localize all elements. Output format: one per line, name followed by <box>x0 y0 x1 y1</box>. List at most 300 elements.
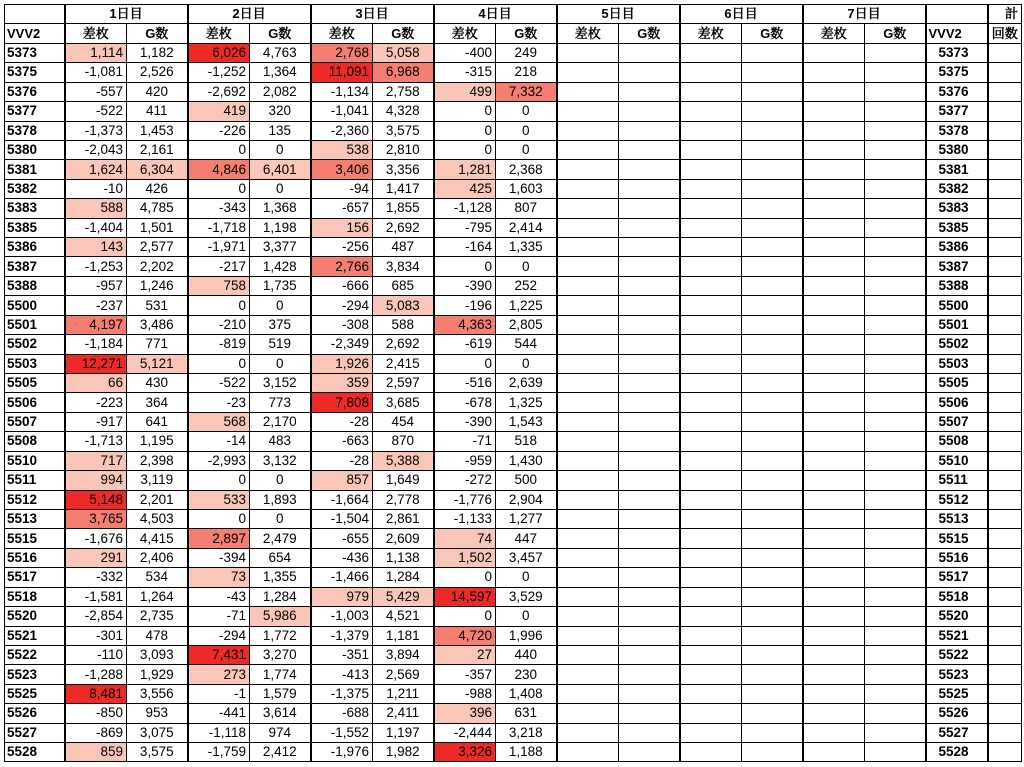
table-row <box>5 743 1022 762</box>
games-cell <box>865 393 926 412</box>
games-cell: 0 <box>496 607 557 626</box>
diff-cell <box>557 315 619 334</box>
games-cell <box>865 218 926 237</box>
diff-cell <box>557 257 619 276</box>
diff-cell: -237 <box>65 296 127 315</box>
games-cell: 320 <box>250 102 311 121</box>
machine-id-cell-right: 5506 <box>926 393 988 412</box>
diff-cell: -1,041 <box>311 102 373 121</box>
diff-cell <box>680 315 742 334</box>
games-cell: 2,368 <box>496 160 557 179</box>
games-cell <box>619 257 680 276</box>
diff-cell <box>557 296 619 315</box>
games-cell: 2,201 <box>127 490 188 509</box>
diff-cell: 2,897 <box>188 529 250 548</box>
diff-cell: -210 <box>188 315 250 334</box>
games-cell <box>742 607 803 626</box>
machine-id-cell-right: 5502 <box>926 335 988 354</box>
diff-cell <box>680 607 742 626</box>
diff-cell: 499 <box>434 82 496 101</box>
diff-cell: 74 <box>434 529 496 548</box>
subheader-diff: 差枚 <box>680 24 742 43</box>
diff-cell <box>803 509 865 528</box>
machine-id-cell: 5511 <box>5 471 65 490</box>
count-cell <box>988 140 1022 159</box>
count-cell <box>988 568 1022 587</box>
games-cell <box>865 296 926 315</box>
table-row <box>5 335 1022 354</box>
games-cell: 2,609 <box>373 529 434 548</box>
machine-id-cell-right: 5381 <box>926 160 988 179</box>
games-cell: 685 <box>373 276 434 295</box>
games-cell <box>619 374 680 393</box>
games-cell <box>619 548 680 567</box>
machine-id-cell: 5381 <box>5 160 65 179</box>
games-cell: 1,264 <box>127 587 188 606</box>
diff-cell <box>803 471 865 490</box>
machine-id-cell-right: 5500 <box>926 296 988 315</box>
diff-cell: 0 <box>434 140 496 159</box>
games-cell <box>865 43 926 62</box>
diff-cell <box>557 43 619 62</box>
games-cell: 1,408 <box>496 684 557 703</box>
games-cell: 1,579 <box>250 684 311 703</box>
table-row <box>5 160 1022 179</box>
diff-cell <box>803 160 865 179</box>
diff-cell <box>680 257 742 276</box>
diff-cell: -655 <box>311 529 373 548</box>
diff-cell: -663 <box>311 432 373 451</box>
diff-cell: -678 <box>434 393 496 412</box>
diff-cell <box>557 63 619 82</box>
machine-id-cell-right: 5510 <box>926 451 988 470</box>
table-row <box>5 102 1022 121</box>
games-cell: 2,412 <box>250 743 311 762</box>
games-cell: 3,614 <box>250 704 311 723</box>
diff-cell: -343 <box>188 199 250 218</box>
games-cell: 2,406 <box>127 548 188 567</box>
games-cell: 1,543 <box>496 412 557 431</box>
games-cell <box>742 509 803 528</box>
subheader-games: G数 <box>373 24 434 43</box>
diff-cell: -2,993 <box>188 451 250 470</box>
count-cell <box>988 82 1022 101</box>
games-cell: 2,415 <box>373 354 434 373</box>
diff-cell: 538 <box>311 140 373 159</box>
machine-id-cell: 5383 <box>5 199 65 218</box>
machine-id-cell: 5376 <box>5 82 65 101</box>
day-header-7: 7日目 <box>803 5 926 24</box>
machine-id-cell-right: 5386 <box>926 238 988 257</box>
diff-cell <box>557 82 619 101</box>
diff-cell <box>557 160 619 179</box>
games-cell: 1,453 <box>127 121 188 140</box>
diff-cell: -94 <box>311 179 373 198</box>
games-cell <box>742 257 803 276</box>
machine-id-cell: 5500 <box>5 296 65 315</box>
machine-id-cell: 5522 <box>5 645 65 664</box>
diff-cell <box>803 63 865 82</box>
diff-cell: -619 <box>434 335 496 354</box>
games-cell <box>742 160 803 179</box>
table-row <box>5 199 1022 218</box>
diff-cell <box>557 665 619 684</box>
diff-cell: -390 <box>434 276 496 295</box>
diff-cell <box>803 276 865 295</box>
diff-cell: -390 <box>434 412 496 431</box>
diff-cell: 6,026 <box>188 43 250 62</box>
diff-cell <box>680 374 742 393</box>
count-cell <box>988 354 1022 373</box>
diff-cell <box>803 587 865 606</box>
table-row <box>5 509 1022 528</box>
games-cell: 3,529 <box>496 587 557 606</box>
machine-id-cell-right: 5505 <box>926 374 988 393</box>
diff-cell: -522 <box>65 102 127 121</box>
games-cell: 2,735 <box>127 607 188 626</box>
diff-cell <box>557 238 619 257</box>
machine-id-cell-right: 5516 <box>926 548 988 567</box>
games-cell: 1,335 <box>496 238 557 257</box>
games-cell: 3,457 <box>496 548 557 567</box>
table-row <box>5 665 1022 684</box>
games-cell <box>619 296 680 315</box>
games-cell: 2,202 <box>127 257 188 276</box>
count-cell <box>988 626 1022 645</box>
games-cell: 1,649 <box>373 471 434 490</box>
table-row <box>5 587 1022 606</box>
machine-id-cell: 5382 <box>5 179 65 198</box>
count-cell <box>988 509 1022 528</box>
machine-id-cell-right: 5525 <box>926 684 988 703</box>
machine-id-cell-right: 5522 <box>926 645 988 664</box>
right-corner-cell <box>926 5 988 24</box>
games-cell: 230 <box>496 665 557 684</box>
diff-cell: -308 <box>311 315 373 334</box>
id-column-header: VVV2 <box>5 24 65 43</box>
count-cell <box>988 684 1022 703</box>
games-cell: 1,246 <box>127 276 188 295</box>
diff-cell: 568 <box>188 412 250 431</box>
machine-id-cell: 5507 <box>5 412 65 431</box>
games-cell: 534 <box>127 568 188 587</box>
games-cell: 870 <box>373 432 434 451</box>
games-cell <box>742 374 803 393</box>
diff-cell: -1,253 <box>65 257 127 276</box>
diff-cell: -2,349 <box>311 335 373 354</box>
games-cell: 2,414 <box>496 218 557 237</box>
diff-cell <box>557 529 619 548</box>
diff-cell: 0 <box>434 121 496 140</box>
count-cell <box>988 529 1022 548</box>
machine-id-cell-right: 5503 <box>926 354 988 373</box>
diff-cell: -315 <box>434 63 496 82</box>
games-cell <box>619 354 680 373</box>
machine-id-cell: 5501 <box>5 315 65 334</box>
diff-cell: -164 <box>434 238 496 257</box>
diff-cell <box>803 199 865 218</box>
games-cell: 1,181 <box>373 626 434 645</box>
games-cell: 807 <box>496 199 557 218</box>
diff-cell <box>803 374 865 393</box>
machine-id-cell: 5528 <box>5 743 65 762</box>
diff-cell <box>680 160 742 179</box>
diff-cell <box>557 490 619 509</box>
games-cell: 0 <box>496 354 557 373</box>
games-cell: 252 <box>496 276 557 295</box>
games-cell: 375 <box>250 315 311 334</box>
games-cell <box>865 238 926 257</box>
games-cell <box>619 315 680 334</box>
diff-cell: 3,765 <box>65 509 127 528</box>
diff-cell: 7,431 <box>188 645 250 664</box>
games-cell: 641 <box>127 412 188 431</box>
table-row <box>5 412 1022 431</box>
count-cell <box>988 645 1022 664</box>
table-row <box>5 296 1022 315</box>
diff-cell <box>803 432 865 451</box>
diff-cell <box>680 238 742 257</box>
diff-cell <box>680 645 742 664</box>
table-row <box>5 393 1022 412</box>
diff-cell: 857 <box>311 471 373 490</box>
games-cell: 1,929 <box>127 665 188 684</box>
diff-cell: 5,148 <box>65 490 127 509</box>
games-cell: 588 <box>373 315 434 334</box>
machine-id-cell-right: 5523 <box>926 665 988 684</box>
diff-cell: 0 <box>188 354 250 373</box>
subheader-games: G数 <box>127 24 188 43</box>
games-cell <box>619 684 680 703</box>
table-row <box>5 276 1022 295</box>
games-cell: 483 <box>250 432 311 451</box>
diff-cell: 0 <box>434 568 496 587</box>
games-cell: 953 <box>127 704 188 723</box>
games-cell <box>619 102 680 121</box>
count-cell <box>988 43 1022 62</box>
diff-cell: -1,404 <box>65 218 127 237</box>
games-cell: 1,355 <box>250 568 311 587</box>
games-cell <box>865 568 926 587</box>
count-cell <box>988 296 1022 315</box>
games-cell: 2,479 <box>250 529 311 548</box>
diff-cell <box>680 432 742 451</box>
games-cell: 3,356 <box>373 160 434 179</box>
games-cell: 5,121 <box>127 354 188 373</box>
count-cell <box>988 218 1022 237</box>
games-cell <box>742 315 803 334</box>
games-cell: 1,364 <box>250 63 311 82</box>
subheader-diff: 差枚 <box>65 24 127 43</box>
games-cell: 4,763 <box>250 43 311 62</box>
games-cell: 0 <box>250 509 311 528</box>
subheader-games: G数 <box>619 24 680 43</box>
diff-cell <box>680 704 742 723</box>
games-cell: 3,093 <box>127 645 188 664</box>
games-cell: 411 <box>127 102 188 121</box>
diff-cell: 3,326 <box>434 743 496 762</box>
games-cell <box>865 374 926 393</box>
games-cell: 5,429 <box>373 587 434 606</box>
machine-id-cell: 5521 <box>5 626 65 645</box>
diff-cell: -226 <box>188 121 250 140</box>
diff-cell <box>680 626 742 645</box>
diff-cell <box>803 393 865 412</box>
machine-id-cell-right: 5375 <box>926 63 988 82</box>
diff-cell: -957 <box>65 276 127 295</box>
games-cell <box>742 335 803 354</box>
games-cell <box>865 179 926 198</box>
slot-data-table <box>4 4 1022 762</box>
machine-id-cell: 5517 <box>5 568 65 587</box>
diff-cell: 1,502 <box>434 548 496 567</box>
games-cell: 4,328 <box>373 102 434 121</box>
diff-cell <box>803 645 865 664</box>
games-cell: 2,170 <box>250 412 311 431</box>
diff-cell <box>803 568 865 587</box>
count-cell <box>988 451 1022 470</box>
games-cell: 544 <box>496 335 557 354</box>
machine-id-cell: 5375 <box>5 63 65 82</box>
games-cell <box>742 704 803 723</box>
diff-cell <box>557 218 619 237</box>
machine-id-cell: 5526 <box>5 704 65 723</box>
games-cell <box>619 471 680 490</box>
games-cell <box>742 490 803 509</box>
diff-cell: 156 <box>311 218 373 237</box>
games-cell <box>619 509 680 528</box>
games-cell <box>865 626 926 645</box>
table-row <box>5 432 1022 451</box>
diff-cell: -23 <box>188 393 250 412</box>
games-cell <box>865 276 926 295</box>
count-cell <box>988 199 1022 218</box>
games-cell: 1,284 <box>250 587 311 606</box>
games-cell: 4,503 <box>127 509 188 528</box>
diff-cell: 396 <box>434 704 496 723</box>
diff-cell <box>803 335 865 354</box>
machine-id-cell-right: 5507 <box>926 412 988 431</box>
diff-cell: -110 <box>65 645 127 664</box>
table-row <box>5 451 1022 470</box>
games-cell: 5,986 <box>250 607 311 626</box>
diff-cell: -14 <box>188 432 250 451</box>
games-cell <box>865 490 926 509</box>
diff-cell: 0 <box>434 257 496 276</box>
games-cell: 1,138 <box>373 548 434 567</box>
games-cell <box>619 645 680 664</box>
games-cell <box>619 276 680 295</box>
games-cell <box>742 412 803 431</box>
games-cell: 974 <box>250 723 311 742</box>
count-cell <box>988 179 1022 198</box>
diff-cell: -688 <box>311 704 373 723</box>
games-cell <box>742 587 803 606</box>
diff-cell: 8,481 <box>65 684 127 703</box>
diff-cell: 11,091 <box>311 63 373 82</box>
games-cell: 420 <box>127 82 188 101</box>
diff-cell: -196 <box>434 296 496 315</box>
games-cell: 0 <box>496 257 557 276</box>
diff-cell: 1,926 <box>311 354 373 373</box>
machine-id-cell-right: 5373 <box>926 43 988 62</box>
diff-cell: -1,976 <box>311 743 373 762</box>
games-cell <box>742 43 803 62</box>
count-cell <box>988 315 1022 334</box>
right-id-column-header: VVV2 <box>926 24 988 43</box>
diff-cell: 143 <box>65 238 127 257</box>
diff-cell <box>557 471 619 490</box>
diff-cell: -1,184 <box>65 335 127 354</box>
games-cell <box>619 587 680 606</box>
diff-cell <box>803 102 865 121</box>
games-cell: 135 <box>250 121 311 140</box>
diff-cell: -522 <box>188 374 250 393</box>
machine-id-cell-right: 5518 <box>926 587 988 606</box>
games-cell: 3,270 <box>250 645 311 664</box>
machine-id-cell-right: 5501 <box>926 315 988 334</box>
diff-cell <box>680 684 742 703</box>
day-header-4: 4日目 <box>434 5 557 24</box>
games-cell <box>865 199 926 218</box>
games-cell <box>742 140 803 159</box>
diff-cell: -294 <box>311 296 373 315</box>
games-cell <box>619 704 680 723</box>
diff-cell: 0 <box>434 607 496 626</box>
diff-cell <box>803 684 865 703</box>
games-cell: 0 <box>250 140 311 159</box>
games-cell: 0 <box>496 121 557 140</box>
machine-id-cell-right: 5527 <box>926 723 988 742</box>
diff-cell: 7,808 <box>311 393 373 412</box>
diff-cell: 1,624 <box>65 160 127 179</box>
diff-cell <box>557 374 619 393</box>
games-cell <box>619 568 680 587</box>
diff-cell <box>803 665 865 684</box>
games-cell: 1,197 <box>373 723 434 742</box>
diff-cell: -1,713 <box>65 432 127 451</box>
diff-cell: -2,444 <box>434 723 496 742</box>
games-cell: 631 <box>496 704 557 723</box>
count-cell <box>988 490 1022 509</box>
diff-cell: 0 <box>188 296 250 315</box>
diff-cell: -1,581 <box>65 587 127 606</box>
count-cell <box>988 723 1022 742</box>
diff-cell <box>803 315 865 334</box>
diff-cell: -1,252 <box>188 63 250 82</box>
games-cell <box>619 607 680 626</box>
diff-cell: -2,360 <box>311 121 373 140</box>
machine-id-cell: 5373 <box>5 43 65 62</box>
games-cell <box>865 645 926 664</box>
count-cell <box>988 412 1022 431</box>
table-row <box>5 43 1022 62</box>
count-cell <box>988 335 1022 354</box>
count-header: 回数 <box>988 24 1022 43</box>
games-cell: 1,996 <box>496 626 557 645</box>
machine-id-cell: 5385 <box>5 218 65 237</box>
machine-id-cell-right: 5528 <box>926 743 988 762</box>
games-cell <box>742 121 803 140</box>
games-cell: 6,304 <box>127 160 188 179</box>
count-cell <box>988 238 1022 257</box>
table-row <box>5 179 1022 198</box>
games-cell: 1,893 <box>250 490 311 509</box>
diff-cell <box>803 257 865 276</box>
games-cell: 2,692 <box>373 335 434 354</box>
diff-cell <box>680 199 742 218</box>
diff-cell: 0 <box>434 354 496 373</box>
